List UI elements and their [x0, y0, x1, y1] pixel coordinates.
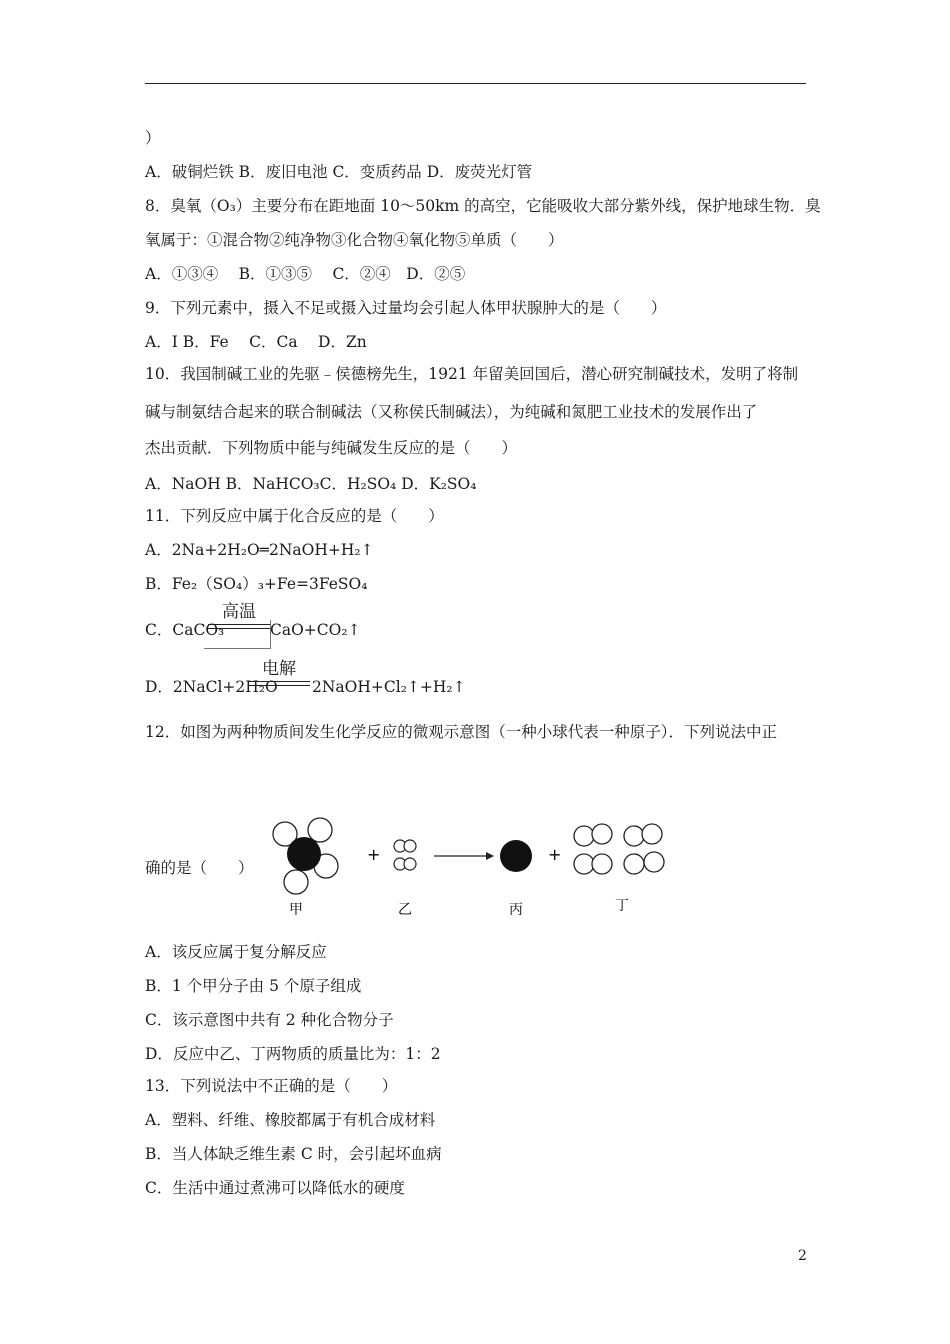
- option-d-reactant: D．2NaCl+2H₂O: [145, 678, 278, 696]
- plus-sign: +: [548, 845, 562, 864]
- condition-label: 高温: [222, 602, 256, 622]
- question-9-options: A．I B．Fe C．Ca D．Zn: [145, 333, 367, 351]
- option-c-reactant: C．CaCO₃: [145, 621, 225, 639]
- condition-line: [248, 681, 310, 682]
- question-10-options: A．NaOH B．NaHCO₃C．H₂SO₄ D．K₂SO₄: [145, 475, 477, 493]
- question-8-options: A．①③④ B．①③⑤ C．②④ D．②⑤: [145, 265, 466, 283]
- question-12-option-c: C．该示意图中共有 2 种化合物分子: [145, 1011, 394, 1029]
- label-ding: 丁: [615, 898, 629, 914]
- molecule-bing: [500, 840, 532, 872]
- question-12-stem: 12．如图为两种物质间发生化学反应的微观示意图（一种小球代表一种原子）．下列说法中正: [145, 723, 777, 741]
- question-13-option-c: C．生活中通过煮沸可以降低水的硬度: [145, 1179, 405, 1197]
- page-number: 2: [798, 1248, 807, 1264]
- molecule-yi: [394, 840, 416, 870]
- question-10-stem-cont2: 杰出贡献．下列物质中能与纯碱发生反应的是（ ）: [145, 439, 518, 457]
- reaction-condition-heat: [208, 602, 270, 632]
- question-13-option-b: B．当人体缺乏维生素 C 时，会引起坏血病: [145, 1145, 442, 1163]
- question-12-option-b: B．1 个甲分子由 5 个原子组成: [145, 977, 362, 995]
- question-12-stem-cont: 确的是（ ）: [145, 859, 254, 877]
- question-10-stem-cont: 碱与制氨结合起来的联合制碱法（又称侯氏制碱法），为纯碱和氮肥工业技术的发展作出了: [145, 403, 758, 421]
- label-jia: 甲: [289, 902, 303, 918]
- question-11-option-a: A．2Na+2H₂O═2NaOH+H₂↑: [145, 541, 374, 559]
- label-yi: 乙: [398, 902, 412, 918]
- option-c-product: CaO+CO₂↑: [270, 621, 361, 639]
- condition-label: 电解: [262, 659, 296, 679]
- question-12-option-a: A．该反应属于复分解反应: [145, 943, 327, 961]
- question-13-option-a: A．塑料、纤维、橡胶都属于有机合成材料: [145, 1111, 436, 1129]
- question-10-stem: 10．我国制碱工业的先驱﹣侯德榜先生，1921 年留美回国后，潜心研究制碱技术，发明了将制: [145, 365, 799, 383]
- question-9-stem: 9．下列元素中，摄入不足或摄入过量均会引起人体甲状腺肿大的是（ ）: [145, 299, 667, 317]
- question-7-options: A．破铜烂铁 B．废旧电池 C．变质药品 D．废荧光灯管: [145, 163, 533, 181]
- question-7-tail: ）: [145, 129, 161, 147]
- reaction-condition-electrolysis: [248, 659, 310, 689]
- question-11-stem: 11．下列反应中属于化合反应的是（ ）: [145, 507, 444, 525]
- molecule-jia: [273, 818, 338, 894]
- question-13-stem: 13．下列说法中不正确的是（ ）: [145, 1077, 398, 1095]
- reaction-arrow: [434, 852, 494, 860]
- question-8-stem-cont: 氧属于：①混合物②纯净物③化合物④氧化物⑤单质（ ）: [145, 231, 564, 249]
- condition-line: [248, 685, 310, 686]
- question-12-option-d: D．反应中乙、丁两物质的质量比为：1：2: [145, 1045, 441, 1063]
- option-d-product: 2NaOH+Cl₂↑+H₂↑: [312, 678, 466, 696]
- molecule-ding: [574, 824, 664, 874]
- condition-bracket: [204, 620, 271, 649]
- question-11-option-b: B．Fe₂（SO₄）₃+Fe=3FeSO₄: [145, 575, 368, 593]
- header-rule: [145, 83, 806, 84]
- question-8-stem: 8．臭氧（O₃）主要分布在距地面 10～50km 的高空，它能吸收大部分紫外线，保护地球生物．臭: [145, 197, 821, 215]
- plus-sign: +: [367, 845, 381, 864]
- label-bing: 丙: [509, 902, 523, 918]
- reaction-diagram: [258, 812, 676, 922]
